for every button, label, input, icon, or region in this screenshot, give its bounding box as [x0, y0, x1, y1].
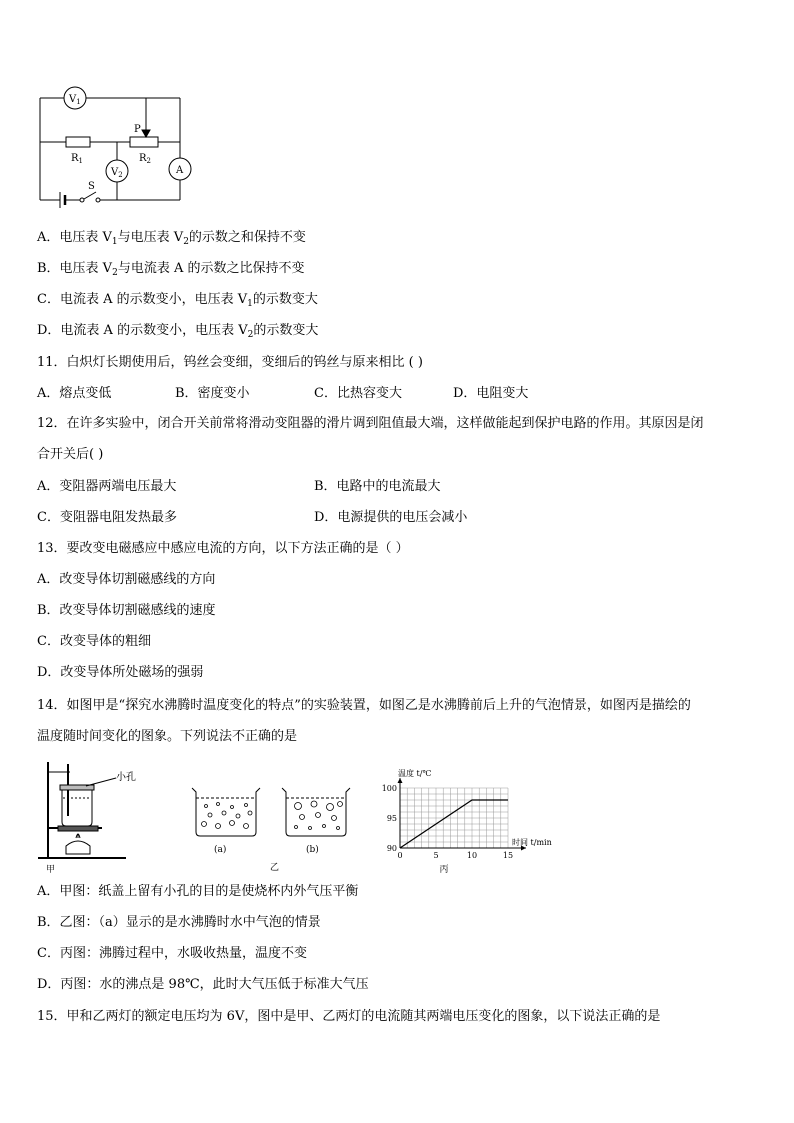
q14-option-c: C．丙图：沸腾过程中，水吸收热量，温度不变 — [37, 946, 307, 961]
bubbles-b — [295, 801, 343, 830]
q12-stem-line1: 12．在许多实验中，闭合开关前常将滑动变阻器的滑片调到阻值最大端，这样做能起到保护电路的作用。其原因是闭 — [37, 416, 704, 431]
q14-option-a: A．甲图：纸盖上留有小孔的目的是使烧杯内外气压平衡 — [37, 884, 359, 899]
resistor-r2 — [130, 137, 158, 147]
q11-option-a: A．熔点变低 — [37, 386, 112, 401]
q12-option-c: C．变阻器电阻发热最多 — [37, 510, 177, 525]
svg-text:甲: 甲 — [46, 865, 56, 875]
q12-option-d: D．电源提供的电压会减小 — [314, 510, 468, 525]
chart-y-axis-arrow — [398, 778, 403, 783]
chart-x-tick-label: 0 — [397, 851, 403, 860]
chart-y-tick-label: 90 — [386, 844, 397, 853]
svg-text:(a): (a) — [214, 845, 227, 855]
q11-stem: 11．白炽灯长期使用后，钨丝会变细，变细后的钨丝与原来相比 ( ) — [37, 355, 423, 370]
q10-option-c: C．电流表 A 的示数变小，电压表 $V_1$的示数变大 — [37, 292, 318, 309]
q12-stem-line2: 合开关后( ) — [37, 447, 104, 462]
svg-text:R1: $R_1$ — [71, 153, 83, 165]
chart-x-axis-label: 时间 t/min — [512, 838, 552, 847]
svg-text:A: A — [176, 165, 184, 176]
q10-option-d: D．电流表 A 的示数变小，电压表 $V_2$的示数变大 — [37, 323, 319, 340]
q14-option-b: B．乙图：（a）显示的是水沸腾时水中气泡的情景 — [37, 915, 321, 930]
q11-option-c: C．比热容变大 — [314, 386, 402, 401]
q13-option-b: B．改变导体切割磁感线的速度 — [37, 603, 216, 618]
svg-text:V2: $V_2$ — [111, 167, 123, 179]
chart-x-tick-label: 10 — [466, 851, 478, 860]
q12-option-a: A．变阻器两端电压最大 — [37, 479, 177, 494]
figure-yi-beakers — [186, 782, 366, 874]
q13-option-d: D．改变导体所处磁场的强弱 — [37, 665, 204, 680]
bubbles-a — [202, 803, 253, 829]
svg-text:乙: 乙 — [270, 863, 280, 873]
figure-bing-caption: 丙 — [439, 865, 449, 875]
chart-y-tick-label: 95 — [386, 814, 397, 823]
q11-option-b: B．密度变小 — [175, 386, 250, 401]
svg-text:S: S — [88, 181, 95, 192]
svg-text:P: P — [134, 124, 141, 135]
svg-text:R2: $R_2$ — [139, 153, 151, 165]
svg-text:(b): (b) — [306, 845, 319, 855]
q14-stem-line2: 温度随时间变化的图象。下列说法不正确的是 — [37, 729, 298, 744]
q13-option-a: A．改变导体切割磁感线的方向 — [37, 572, 216, 587]
q11-option-d: D．电阻变大 — [453, 386, 529, 401]
chart-x-tick-label: 15 — [502, 851, 514, 860]
q10-option-b: B．电压表 $V_2$与电流表 A 的示数之比保持不变 — [37, 261, 305, 278]
svg-text:V1: $V_1$ — [69, 94, 81, 106]
q12-option-b: B．电路中的电流最大 — [314, 479, 441, 494]
q13-option-c: C．改变导体的粗细 — [37, 634, 151, 649]
svg-text:小孔: 小孔 — [116, 772, 136, 783]
q15-stem: 15．甲和乙两灯的额定电压均为 6V，图中是甲、乙两灯的电流随其两端电压变化的图象，以下说法正确的是 — [37, 1009, 661, 1024]
figure-bing-temperature-chart — [368, 766, 558, 876]
circuit-diagram — [30, 82, 200, 212]
chart-x-tick-label: 5 — [433, 851, 439, 860]
q14-stem-line1: 14．如图甲是“探究水沸腾时温度变化的特点”的实验装置，如图乙是水沸腾前后上升的气泡情景，如图丙是描绘的 — [37, 698, 691, 713]
q10-option-a: A．电压表 $V_1$与电压表 $V_2$的示数之和保持不变 — [37, 230, 306, 247]
resistor-r1 — [66, 137, 90, 147]
chart-y-axis-label: 温度 t/℃ — [398, 769, 432, 778]
figure-jia-apparatus — [36, 758, 176, 876]
chart-y-tick-label: 100 — [381, 784, 397, 793]
q13-stem: 13．要改变电磁感应中感应电流的方向，以下方法正确的是（ ） — [37, 541, 409, 556]
q14-option-d: D．丙图：水的沸点是 98℃，此时大气压低于标准大气压 — [37, 977, 369, 992]
